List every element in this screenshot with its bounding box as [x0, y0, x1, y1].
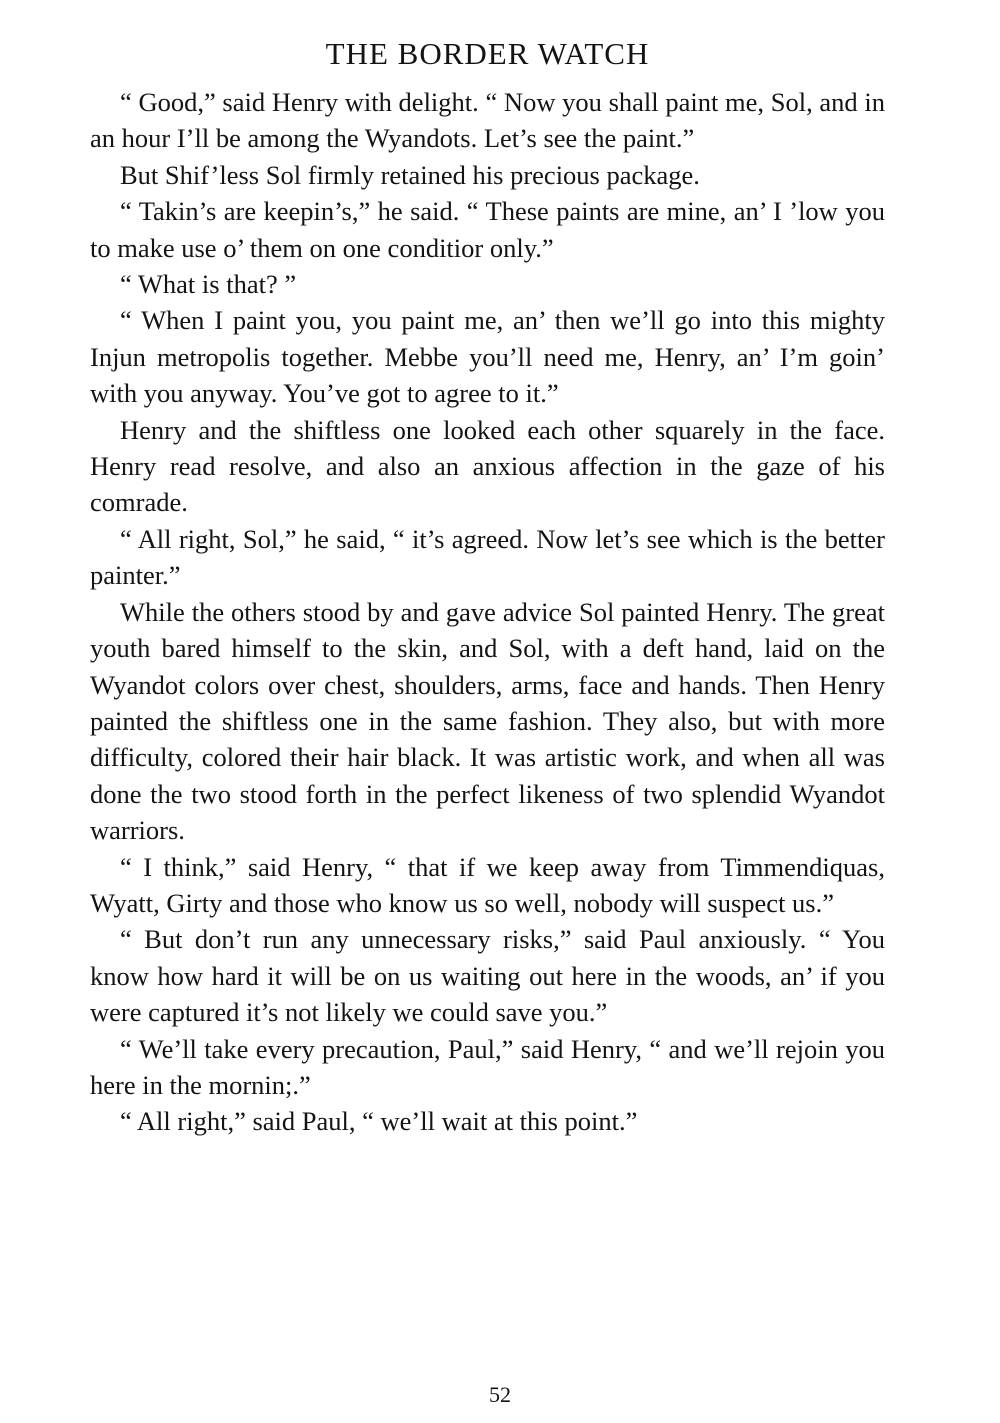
paragraph: “ I think,” said Henry, “ that if we keep away from Timmendiquas, Wyatt, Girty and those who know us so well, nobody will suspect us.”	[90, 851, 885, 918]
page-number: 52	[489, 1382, 511, 1407]
paragraph: “ Good,” said Henry with delight. “ Now you shall paint me, Sol, and in an hour I’ll be among the Wyandots. Let’s see the paint.”	[90, 87, 885, 154]
body-text	[90, 84, 885, 1140]
paragraph: “ We’ll take every precaution, Paul,” said Henry, “ and we’ll rejoin you here in the mornin;.”	[90, 1033, 885, 1100]
paragraph: “ When I paint you, you paint me, an’ then we’ll go into this mighty Injun metropolis together. Mebbe you’ll need me, Henry, an’ I’m goin’ with you anyway. You’ve got to agree to it.”	[90, 305, 885, 409]
paragraph: “ All right, Sol,” he said, “ it’s agreed. Now let’s see which is the better painter.”	[90, 523, 885, 591]
paragraph: “ Takin’s are keepin’s,” he said. “ These paints are mine, an’ I ’low you to make use o’ them on one conditior only.”	[90, 196, 885, 263]
paragraph: “ All right,” said Paul, “ we’ll wait at this point.”	[120, 1106, 638, 1137]
book-page	[90, 34, 885, 1140]
paragraph: “ What is that? ”	[120, 269, 297, 300]
paragraph: Henry and the shiftless one looked each other squarely in the face. Henry read resolve, and also an anxious affection in the gaze of his comrade.	[90, 414, 885, 518]
paragraph: While the others stood by and gave advice Sol painted Henry. The great youth bared himself to the skin, and Sol, with a deft hand, laid on the Wyandot colors over chest, shoulders, arms, face and hands. Then Henry painted the shiftless one in the same fashion. They also, but with more difficulty, colored their hair black. It was artistic work, and when all was done the two stood forth in the perfect likeness of two splendid Wyandot warriors.	[90, 596, 885, 846]
paragraph: But Shif’less Sol firmly retained his precious package.	[120, 159, 700, 190]
running-head: THE BORDER WATCH	[325, 36, 650, 71]
paragraph: “ But don’t run any unnecessary risks,” said Paul anxiously. “ You know how hard it will be on us waiting out here in the woods, an’ if you were captured it’s not likely we could save you.”	[90, 924, 885, 1028]
